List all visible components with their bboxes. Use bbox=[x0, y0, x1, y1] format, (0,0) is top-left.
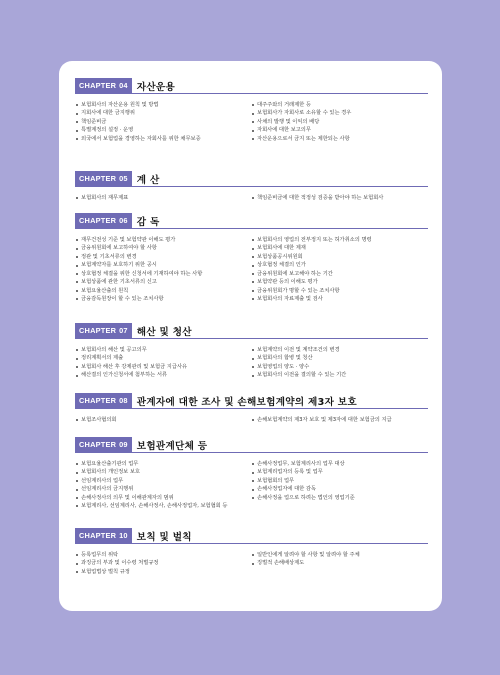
chapter-number: 09 bbox=[119, 440, 128, 449]
topic-item: 손해사정을 업으로 하려는 법인의 영업기준 bbox=[251, 494, 428, 502]
topic-item: 지회사에 대한 금지행위 bbox=[75, 109, 251, 117]
topic-item: 특별계정의 설정 · 운영 bbox=[75, 126, 251, 134]
chapter-title: 감 독 bbox=[136, 216, 160, 228]
topic-item: 상호협정 체결을 위한 신청서에 기재하여야 하는 사항 bbox=[75, 270, 251, 278]
topic-item: 외국에서 보험업을 경영하는 자회사를 위한 채무보증 bbox=[75, 135, 251, 143]
topic-item: 보험조사협의회 bbox=[75, 416, 251, 424]
chapter-title: 해산 및 청산 bbox=[136, 326, 192, 338]
chapter-badge bbox=[75, 213, 132, 228]
chapter-divider bbox=[75, 452, 428, 453]
topic-item: 금융위원회에 보고하여야 할 사항 bbox=[75, 244, 251, 252]
chapter-section bbox=[75, 436, 428, 511]
chapter-badge-label: CHAPTER bbox=[79, 216, 117, 225]
topic-list-right bbox=[251, 346, 428, 380]
topic-item: 금융위원회에 보고해야 하는 기간 bbox=[251, 270, 428, 278]
chapter-badge bbox=[75, 528, 132, 543]
chapter-number: 07 bbox=[119, 326, 128, 335]
topic-item: 자산운용으로서 금지 또는 제한되는 사항 bbox=[251, 135, 428, 143]
chapter-header bbox=[75, 392, 428, 409]
topic-list-left bbox=[75, 236, 251, 304]
topic-item: 정리계획서의 제출 bbox=[75, 354, 251, 362]
chapter-title: 관계자에 대한 조사 및 손해보험계약의 제3자 보호 bbox=[136, 396, 357, 408]
chapter-badge bbox=[75, 437, 132, 452]
chapter-divider bbox=[75, 228, 428, 229]
topic-item: 책임준비금에 대한 적정성 검증을 받아야 하는 보험회사 bbox=[251, 194, 428, 202]
topic-item: 보험계약자를 보호하기 위한 공시 bbox=[75, 261, 251, 269]
chapter-badge-label: CHAPTER bbox=[79, 81, 117, 90]
chapter-number: 05 bbox=[119, 174, 128, 183]
topic-list-right bbox=[251, 236, 428, 304]
chapter-number: 08 bbox=[119, 396, 128, 405]
chapter-divider bbox=[75, 543, 428, 544]
topic-item: 손해보험계약의 제3자 보호 및 제3자에 대한 보험금의 지급 bbox=[251, 416, 428, 424]
topic-item: 손해사정업자에 대한 감독 bbox=[251, 485, 428, 493]
topic-item: 보험약관 등의 이해도 평가 bbox=[251, 278, 428, 286]
chapter-number: 06 bbox=[119, 216, 128, 225]
chapter-section bbox=[75, 527, 428, 576]
chapter-title: 보칙 및 벌칙 bbox=[136, 531, 192, 543]
chapter-number: 04 bbox=[119, 81, 128, 90]
topic-list-right bbox=[251, 551, 428, 576]
topic-item: 보험계리업자의 등록 및 업무 bbox=[251, 468, 428, 476]
chapter-divider bbox=[75, 93, 428, 94]
topic-item: 손해사정사의 의무 및 이해관계자의 범위 bbox=[75, 494, 251, 502]
chapter-section bbox=[75, 392, 428, 424]
topic-item: 보험회사의 해산 및 공고의무 bbox=[75, 346, 251, 354]
topic-item: 보험업법상 벌칙 규정 bbox=[75, 568, 251, 576]
topic-list-right bbox=[251, 194, 428, 202]
chapter-header bbox=[75, 170, 428, 187]
topic-item: 보험계리사, 선임계리사, 손해사정사, 손해사정업자, 보험협회 등 bbox=[75, 502, 251, 510]
chapter-divider bbox=[75, 338, 428, 339]
topic-item: 금융감독원장이 할 수 있는 조치사항 bbox=[75, 295, 251, 303]
topic-item: 책임준비금 bbox=[75, 118, 251, 126]
topic-item: 보험상품공시위원회 bbox=[251, 253, 428, 261]
chapter-header bbox=[75, 436, 428, 453]
chapter-section bbox=[75, 170, 428, 202]
topic-item: 일반인에게 알려야 할 사항 및 알려야 할 주체 bbox=[251, 551, 428, 559]
topic-list-left bbox=[75, 101, 251, 143]
topic-list-right bbox=[251, 416, 428, 424]
topic-list-right bbox=[251, 460, 428, 511]
contents-card bbox=[59, 61, 442, 611]
topic-item: 보험회사가 자회사로 소유할 수 있는 경우 bbox=[251, 109, 428, 117]
topic-item: 보험회사의 자료제출 및 검사 bbox=[251, 295, 428, 303]
topic-item: 보험회사의 재무제표 bbox=[75, 194, 251, 202]
chapter-badge-label: CHAPTER bbox=[79, 440, 117, 449]
topic-item: 선임계리사의 금지행위 bbox=[75, 485, 251, 493]
topic-item: 보험회사의 자산운용 원칙 및 방법 bbox=[75, 101, 251, 109]
chapter-badge-label: CHAPTER bbox=[79, 326, 117, 335]
chapter-badge bbox=[75, 171, 132, 186]
topic-list-left bbox=[75, 194, 251, 202]
topic-list-left bbox=[75, 460, 251, 511]
chapter-badge-label: CHAPTER bbox=[79, 174, 117, 183]
chapter-title: 계 산 bbox=[136, 174, 160, 186]
topic-item: 보험회사의 합병 및 청산 bbox=[251, 354, 428, 362]
chapter-number: 10 bbox=[119, 531, 128, 540]
chapter-header bbox=[75, 527, 428, 544]
chapter-section bbox=[75, 322, 428, 380]
chapter-badge-label: CHAPTER bbox=[79, 531, 117, 540]
topic-item: 사채의 발행 및 이익의 배당 bbox=[251, 118, 428, 126]
topic-item: 대주주와의 거래제한 등 bbox=[251, 101, 428, 109]
chapter-badge bbox=[75, 323, 132, 338]
topic-item: 보험회사 해산 후 강제관리 및 보험금 지급사유 bbox=[75, 363, 251, 371]
chapter-title: 자산운용 bbox=[136, 81, 176, 93]
topic-item: 보험영업의 양도 · 양수 bbox=[251, 363, 428, 371]
topic-list-left bbox=[75, 346, 251, 380]
topic-list-right bbox=[251, 101, 428, 143]
topic-list-left bbox=[75, 416, 251, 424]
chapter-section bbox=[75, 77, 428, 143]
topic-item: 징벌적 손해배상제도 bbox=[251, 559, 428, 567]
chapter-badge-label: CHAPTER bbox=[79, 396, 117, 405]
topic-item: 보험회사의 영업의 전부정지 또는 허가취소의 명령 bbox=[251, 236, 428, 244]
topic-item: 보험회사의 개인정보 보호 bbox=[75, 468, 251, 476]
chapter-badge bbox=[75, 393, 132, 408]
topic-item: 해산결의 인가신청서에 첨부하는 서류 bbox=[75, 371, 251, 379]
topic-item: 재무건전성 기준 및 보험약관 이해도 평가 bbox=[75, 236, 251, 244]
chapter-divider bbox=[75, 186, 428, 187]
topic-item: 보험요율산출기관의 업무 bbox=[75, 460, 251, 468]
topic-item: 보험상품에 관한 기초서류의 신고 bbox=[75, 278, 251, 286]
topic-item: 상호협정 체결의 인가 bbox=[251, 261, 428, 269]
topic-item: 등록업무의 위탁 bbox=[75, 551, 251, 559]
topic-item: 과징금의 부과 및 이수령 처벌규정 bbox=[75, 559, 251, 567]
topic-item: 보험계약의 이전 및 계약조건의 변경 bbox=[251, 346, 428, 354]
topic-item: 선임계리사의 업무 bbox=[75, 477, 251, 485]
topic-item: 손해사정업무, 보험계리사의 업무 대상 bbox=[251, 460, 428, 468]
topic-item: 보험요율산출의 원칙 bbox=[75, 287, 251, 295]
chapter-header bbox=[75, 77, 428, 94]
topic-list-left bbox=[75, 551, 251, 576]
chapter-section bbox=[75, 212, 428, 304]
topic-item: 보험회사에 대한 제재 bbox=[251, 244, 428, 252]
chapter-header bbox=[75, 322, 428, 339]
topic-item: 정관 및 기초서류의 변경 bbox=[75, 253, 251, 261]
topic-item: 보험협회의 업무 bbox=[251, 477, 428, 485]
topic-item: 보험회사의 이전을 결의할 수 있는 기간 bbox=[251, 371, 428, 379]
chapter-title: 보험관계단체 등 bbox=[136, 440, 208, 452]
chapter-header bbox=[75, 212, 428, 229]
topic-item: 자회사에 대한 보고의무 bbox=[251, 126, 428, 134]
topic-item: 금융위원회가 명할 수 있는 조치사항 bbox=[251, 287, 428, 295]
chapter-divider bbox=[75, 408, 428, 409]
chapter-badge bbox=[75, 78, 132, 93]
